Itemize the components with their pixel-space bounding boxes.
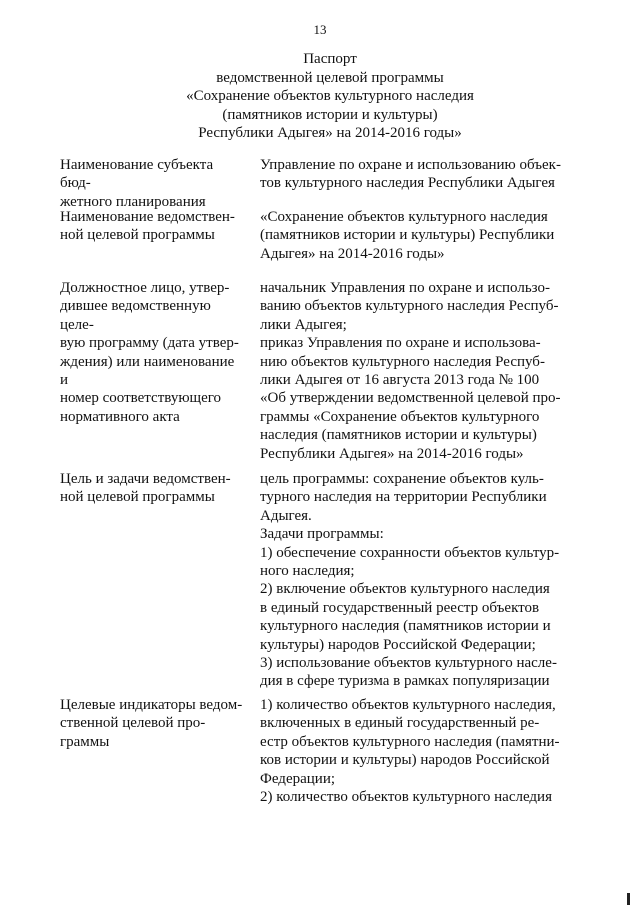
label-line: вую программу (дата утвер-	[60, 335, 239, 352]
title-line: (памятников истории и культуры)	[222, 106, 438, 123]
value-line: ванию объектов культурного наследия Респуб-	[260, 298, 559, 315]
label-line: Цель и задачи ведомствен-	[60, 471, 231, 487]
value-line: культурного наследия (памятников истории и	[260, 618, 551, 635]
value-line: включенных в единый государственный ре-	[260, 715, 540, 732]
row-label	[60, 156, 246, 211]
value-line: турного наследия на территории Республики	[260, 489, 547, 506]
value-line: в единый государственный реестр объектов	[260, 599, 540, 616]
title-line: Республики Адыгея» на 2014-2016 годы»	[198, 125, 462, 141]
label-line: ждения) или наименование и	[60, 353, 235, 389]
label-line: нормативного акта	[60, 408, 180, 425]
value-line: 1) количество объектов культурного наследия,	[260, 697, 556, 713]
value-line: 2) количество объектов культурного наследия	[260, 789, 552, 806]
value-line: приказ Управления по охране и использова-	[260, 335, 541, 352]
value-line: Адыгея.	[260, 507, 312, 524]
value-line: Задачи программы:	[260, 526, 384, 543]
title-line: Паспорт	[303, 51, 357, 67]
label-line: ственной целевой про-	[60, 715, 206, 732]
value-line: «Об утверждении ведомственной целевой про-	[260, 390, 561, 407]
scan-edge-mark	[627, 893, 630, 905]
value-line: граммы «Сохранение объектов культурного	[260, 408, 540, 425]
value-line: 2) включение объектов культурного наследия	[260, 581, 550, 598]
title-line: ведомственной целевой программы	[216, 69, 444, 86]
row-value	[260, 470, 560, 691]
label-line: ной целевой программы	[60, 489, 215, 506]
row-label	[60, 696, 246, 751]
value-line: Управление по охране и использованию объек-	[260, 157, 561, 173]
title-line: «Сохранение объектов культурного наследия	[186, 88, 474, 104]
label-line: дившее ведомственную целе-	[60, 298, 211, 333]
label-line: Целевые индикаторы ведом-	[60, 697, 243, 713]
value-line: нию объектов культурного наследия Респуб-	[260, 353, 545, 370]
value-line: цель программы: сохранение объектов куль-	[260, 471, 544, 487]
value-line: лики Адыгея;	[260, 316, 347, 333]
row-label	[60, 208, 246, 245]
row-value	[260, 696, 560, 806]
row-label	[60, 279, 246, 426]
value-line: наследия (памятников истории и культуры)	[260, 427, 537, 444]
value-line: ного наследия;	[260, 563, 355, 580]
value-line: «Сохранение объектов культурного наследия	[260, 209, 548, 225]
label-line: жетного планирования	[60, 193, 206, 210]
row-value	[260, 279, 560, 463]
document-title	[60, 50, 600, 143]
value-line: начальник Управления по охране и использо-	[260, 280, 551, 296]
value-line: Федерации;	[260, 770, 336, 787]
label-line: номер соответствующего	[60, 390, 222, 407]
label-line: Наименование субъекта бюд-	[60, 157, 214, 192]
value-line: культуры) народов Российской Федерации;	[260, 636, 536, 653]
label-line: ной целевой программы	[60, 227, 215, 244]
value-line: дия в сфере туризма в рамках популяризации	[260, 673, 550, 690]
label-line: Наименование ведомствен-	[60, 209, 235, 225]
value-line: 1) обеспечение сохранности объектов культур-	[260, 544, 560, 561]
value-line: естр объектов культурного наследия (памятни-	[260, 733, 560, 750]
row-value	[260, 156, 560, 193]
value-line: (памятников истории и культуры) Республики	[260, 227, 555, 244]
value-line: ков истории и культуры) народов Российской	[260, 752, 550, 769]
value-line: 3) использование объектов культурного насле-	[260, 655, 557, 672]
label-line: граммы	[60, 733, 110, 750]
label-line: Должностное лицо, утвер-	[60, 280, 230, 296]
value-line: тов культурного наследия Республики Адыгея	[260, 175, 555, 192]
value-line: Республики Адыгея» на 2014-2016 годы»	[260, 445, 524, 462]
row-label	[60, 470, 246, 507]
value-line: лики Адыгея от 16 августа 2013 года № 100	[260, 372, 540, 389]
page-number: 13	[313, 22, 327, 37]
value-line: Адыгея» на 2014-2016 годы»	[260, 245, 445, 262]
row-value	[260, 208, 560, 263]
